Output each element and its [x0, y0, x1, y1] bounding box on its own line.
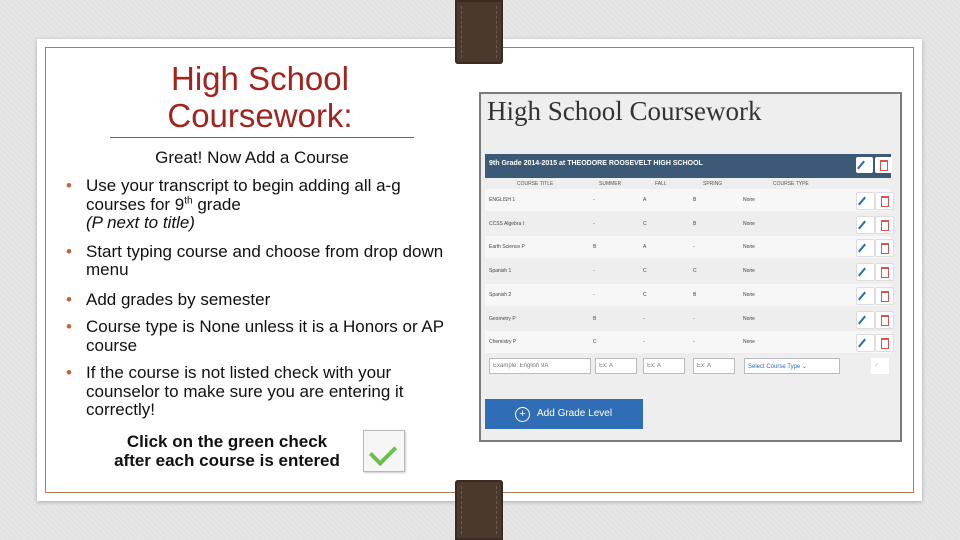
- cell-fall: C: [643, 291, 647, 298]
- trash-icon: [881, 267, 889, 278]
- subtitle: Great! Now Add a Course: [155, 148, 349, 167]
- new-course-row: [485, 356, 891, 380]
- edit-course-button[interactable]: [856, 192, 875, 210]
- pencil-icon: [858, 244, 866, 253]
- bullet-1-italic: (P next to title): [86, 213, 195, 232]
- col-summer: SUMMER: [599, 181, 622, 187]
- delete-course-button[interactable]: [875, 311, 894, 329]
- trash-icon: [881, 220, 889, 231]
- delete-course-button[interactable]: [875, 192, 894, 210]
- pencil-icon: [858, 197, 866, 206]
- plus-icon: +: [515, 407, 530, 422]
- cell-type: None: [743, 268, 755, 275]
- course-row: [485, 189, 891, 211]
- bullet-1-text: Use your transcript to begin adding all a-g courses for 9: [86, 176, 401, 214]
- edit-course-button[interactable]: [856, 287, 875, 305]
- cell-title: Spanish 2: [489, 291, 512, 298]
- delete-course-button[interactable]: [875, 334, 894, 352]
- spring-grade-input[interactable]: [693, 358, 735, 374]
- bottom-note-line-1: Click on the green check: [126, 432, 328, 451]
- cell-type: None: [743, 220, 755, 227]
- course-row: [485, 213, 891, 235]
- confirm-check-icon[interactable]: ✓: [871, 358, 889, 374]
- pencil-icon: [857, 161, 865, 170]
- pencil-icon: [858, 291, 866, 300]
- course-type-select[interactable]: [744, 358, 840, 374]
- add-grade-level-button[interactable]: [485, 399, 643, 429]
- delete-course-button[interactable]: [875, 216, 894, 234]
- cell-spring: B: [693, 197, 697, 203]
- bullet-4: • Course type is None unless it is a Honors or AP course: [63, 318, 453, 355]
- cell-type: None: [743, 291, 755, 298]
- cell-title: Earth Science P: [489, 244, 525, 251]
- cell-title: Geometry P: [489, 315, 516, 322]
- cell-spring: -: [693, 339, 695, 346]
- cell-summer: B: [593, 244, 597, 251]
- pencil-icon: [858, 315, 866, 324]
- course-row: [485, 308, 891, 330]
- cell-spring: -: [693, 315, 695, 322]
- edit-course-button[interactable]: [856, 263, 875, 281]
- chevron-down-icon: ⌄: [801, 364, 807, 370]
- course-row: [485, 260, 891, 282]
- cell-type: None: [743, 315, 755, 322]
- pencil-icon: [858, 339, 866, 348]
- bottom-strap: [455, 480, 503, 540]
- course-row: [485, 284, 891, 306]
- pencil-icon: [858, 268, 866, 277]
- cell-fall: C: [643, 268, 647, 275]
- cell-summer: -: [593, 291, 595, 298]
- cell-fall: -: [643, 315, 645, 322]
- cell-summer: C: [593, 339, 597, 346]
- delete-course-button[interactable]: [875, 287, 894, 305]
- cell-title: Spanish 1: [489, 268, 512, 275]
- cell-fall: C: [643, 220, 647, 227]
- cell-summer: B: [593, 315, 597, 322]
- course-type-select-label: Select Course Type: [748, 364, 801, 370]
- col-course-type: COURSE TYPE: [773, 181, 809, 187]
- bullet-3: • Add grades by semester: [63, 291, 453, 310]
- trash-icon: [881, 338, 889, 349]
- cell-spring: B: [693, 220, 697, 227]
- bullet-5: • If the course is not listed check with your counselor to make sure you are entering it correctly!: [63, 364, 453, 420]
- cell-fall: A: [643, 197, 647, 203]
- edit-grade-button[interactable]: [856, 157, 873, 173]
- add-grade-level-label: Add Grade Level: [537, 408, 613, 419]
- fall-grade-input[interactable]: [643, 358, 685, 374]
- instruction-list: [63, 177, 453, 420]
- bullet-2: • Start typing course and choose from drop down menu: [63, 243, 453, 280]
- title-line-2: Coursework:: [167, 97, 353, 134]
- green-check-icon: [363, 430, 405, 472]
- cell-type: None: [743, 197, 755, 203]
- trash-icon: [881, 291, 889, 302]
- bottom-note: [96, 432, 358, 470]
- trash-icon: [881, 243, 889, 254]
- bullet-1: [63, 177, 453, 233]
- delete-course-button[interactable]: [875, 239, 894, 257]
- edit-course-button[interactable]: [856, 239, 875, 257]
- grade-level-title: 9th Grade 2014-2015 at THEODORE ROOSEVELT HIGH SCHOOL: [489, 160, 703, 167]
- col-fall: FALL: [655, 181, 667, 187]
- edit-course-button[interactable]: [856, 216, 875, 234]
- cell-summer: -: [593, 197, 595, 203]
- summer-grade-input[interactable]: [595, 358, 637, 374]
- cell-spring: -: [693, 244, 695, 251]
- cell-fall: -: [643, 339, 645, 346]
- col-spring: SPRING: [703, 181, 723, 187]
- cell-summer: -: [593, 268, 595, 275]
- trash-icon: [881, 315, 889, 326]
- delete-course-button[interactable]: [875, 263, 894, 281]
- cell-title: ENGLISH 1: [489, 197, 516, 203]
- trash-icon: [880, 160, 888, 171]
- cell-title: CCSS Algebra I: [489, 220, 525, 227]
- bullet-1-after: grade: [192, 194, 241, 214]
- cell-summer: -: [593, 220, 595, 227]
- cell-type: None: [743, 339, 755, 346]
- edit-course-button[interactable]: [856, 311, 875, 329]
- col-course-title: COURSE TITLE: [517, 181, 554, 187]
- course-row: [485, 331, 891, 353]
- delete-grade-button[interactable]: [875, 157, 892, 173]
- bottom-note-line-2: after each course is entered: [114, 451, 340, 470]
- pencil-icon: [858, 220, 866, 229]
- title-underline: [110, 137, 414, 138]
- title-line-1: High School: [171, 60, 349, 97]
- screenshot-title: High School Coursework: [487, 96, 762, 126]
- cell-fall: A: [643, 244, 647, 251]
- cell-spring: C: [693, 268, 697, 275]
- cell-title: Chemistry P: [489, 339, 517, 346]
- slide-title: [110, 60, 410, 134]
- bullet-1-sup: th: [184, 194, 193, 206]
- grade-level-header: [485, 154, 891, 178]
- course-row: [485, 236, 891, 258]
- coursework-screenshot: [479, 92, 902, 442]
- top-strap: [455, 0, 503, 64]
- course-title-input[interactable]: [489, 358, 591, 374]
- edit-course-button[interactable]: [856, 334, 875, 352]
- trash-icon: [881, 196, 889, 207]
- cell-spring: B: [693, 291, 697, 298]
- cell-type: None: [743, 244, 755, 251]
